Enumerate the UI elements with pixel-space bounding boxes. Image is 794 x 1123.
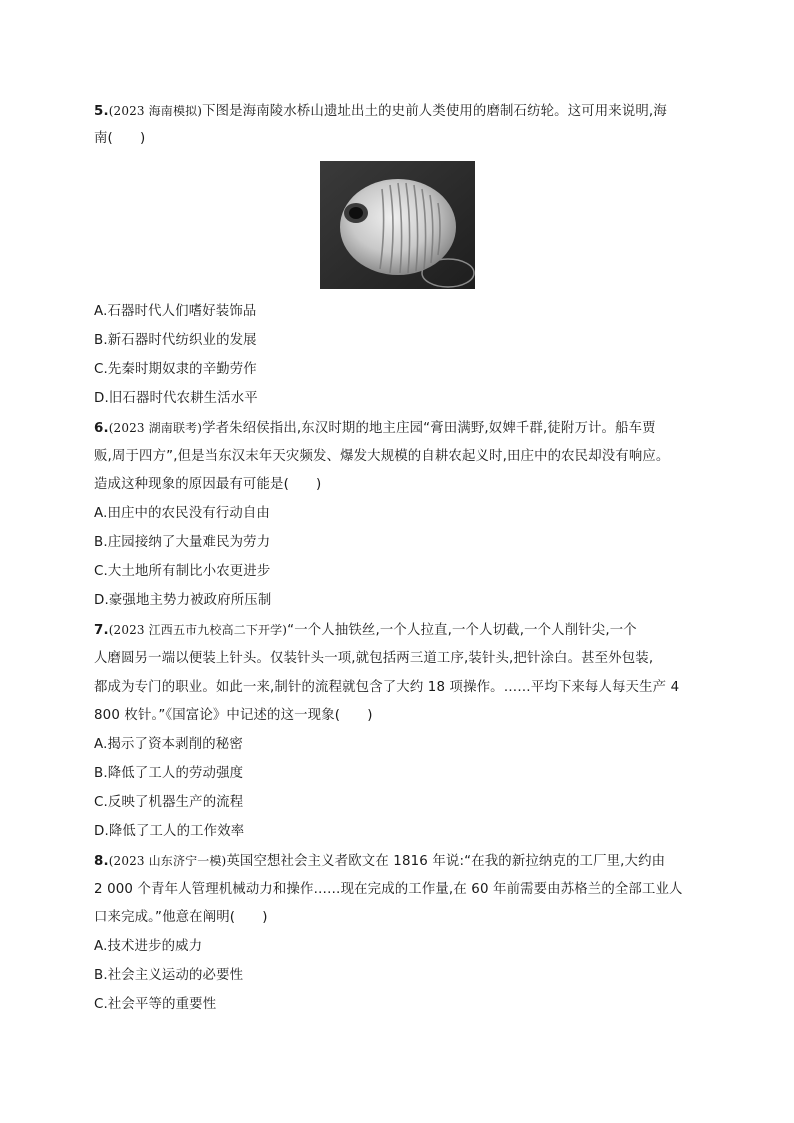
question-6-stem-line-1 — [94, 418, 656, 439]
question-8-option-b: B.社会主义运动的必要性 — [94, 968, 244, 983]
question-5-option-d: D.旧石器时代农耕生活水平 — [94, 391, 258, 406]
question-source: (2023 海南模拟) — [108, 104, 203, 118]
question-text: 下图是海南陵水桥山遗址出土的史前人类使用的磨制石纺轮。这可用来说明,海 — [202, 104, 667, 119]
question-8-option-a: A.技术进步的威力 — [94, 939, 203, 954]
question-6-option-c: C.大土地所有制比小农更进步 — [94, 564, 271, 579]
question-5-option-c: C.先秦时期奴隶的辛勤劳作 — [94, 362, 257, 377]
question-8-stem-line-1 — [94, 851, 665, 872]
question-6-option-d: D.豪强地主势力被政府所压制 — [94, 593, 272, 608]
question-number: 5. — [94, 104, 109, 119]
question-5-stem-line-2: 南( ) — [94, 131, 146, 146]
question-7-stem-line-3: 都成为专门的职业。如此一来,制针的流程就包含了大约 18 项操作。……平均下来每人每天生产 4 — [94, 680, 680, 695]
question-5-stem-line-1 — [94, 101, 667, 122]
question-text: “一个人抽铁丝,一个人拉直,一个人切截,一个人削针尖,一个 — [287, 623, 637, 638]
question-7-option-b: B.降低了工人的劳动强度 — [94, 766, 244, 781]
spindle-whorl-photo — [320, 161, 475, 289]
question-5-option-a: A.石器时代人们嗜好装饰品 — [94, 304, 257, 319]
question-7-stem-line-2: 人磨圆另一端以便装上针头。仅装针头一项,就包括两三道工序,装针头,把针涂白。甚至外包装, — [94, 651, 654, 666]
question-8-stem-line-3: 口来完成。”他意在阐明( ) — [94, 910, 268, 925]
question-7-option-c: C.反映了机器生产的流程 — [94, 795, 244, 810]
question-number: 7. — [94, 623, 109, 638]
question-text: 学者朱绍侯指出,东汉时期的地主庄园“膏田满野,奴婢千群,徒附万计。船车贾 — [202, 421, 656, 436]
question-8-stem-line-2: 2 000 个青年人管理机械动力和操作……现在完成的工作量,在 60 年前需要由苏格兰的全部工业人 — [94, 882, 683, 897]
question-source: (2023 江西五市九校高二下开学) — [108, 623, 288, 637]
question-source: (2023 山东济宁一模) — [108, 854, 227, 868]
question-number: 6. — [94, 421, 109, 436]
question-number: 8. — [94, 854, 109, 869]
question-6-option-a: A.田庄中的农民没有行动自由 — [94, 506, 270, 521]
question-source: (2023 湖南联考) — [108, 421, 203, 435]
question-8-option-c: C.社会平等的重要性 — [94, 997, 217, 1012]
question-7-stem-line-4: 800 枚针。”《国富论》中记述的这一现象( ) — [94, 708, 373, 723]
question-5-option-b: B.新石器时代纺织业的发展 — [94, 333, 257, 348]
question-7-option-d: D.降低了工人的工作效率 — [94, 824, 245, 839]
question-6-stem-line-2: 贩,周于四方”,但是当东汉末年天灾频发、爆发大规模的自耕农起义时,田庄中的农民却没有响应。 — [94, 449, 670, 464]
question-text: 英国空想社会主义者欧文在 1816 年说:“在我的新拉纳克的工厂里,大约由 — [226, 854, 666, 869]
question-6-stem-line-3: 造成这种现象的原因最有可能是( ) — [94, 477, 322, 492]
question-6-option-b: B.庄园接纳了大量难民为劳力 — [94, 535, 271, 550]
question-7-option-a: A.揭示了资本剥削的秘密 — [94, 737, 243, 752]
question-7-stem-line-1 — [94, 620, 637, 641]
